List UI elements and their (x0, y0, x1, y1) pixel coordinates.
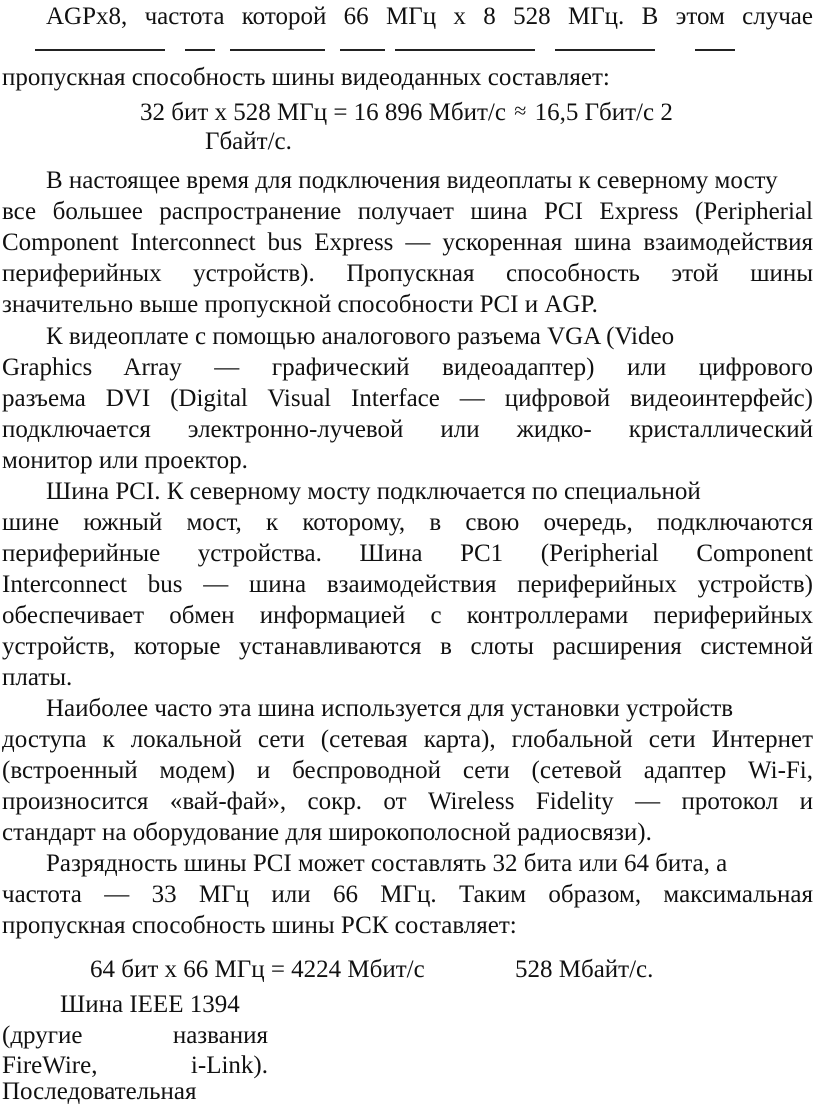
formula-right: 528 Мбайт/с. (515, 956, 654, 983)
text-line: подключается электронно-лучевой или жидко- кристаллический (2, 416, 813, 443)
text-line: (встроенный модем) и беспроводной сети (сетевой адаптер Wi-Fi, (2, 757, 813, 784)
scan-artifact-rule (35, 49, 735, 52)
text-line: Наиболее часто эта шина используется для установки устройств (46, 695, 734, 722)
text-line: пропускная способность шины РСК составляет: (2, 912, 517, 939)
text-line: стандарт на оборудование для широкополосной радиосвязи). (2, 819, 652, 846)
text-line: Graphics Array — графический видеоадаптер) или цифрового (2, 354, 813, 381)
approx-sign: ≈ (514, 98, 527, 123)
text-line: Component Interconnect bus Express — ускоренная шина взаимодействия (2, 229, 813, 256)
text-line: шине южный мост, к которому, в свою очередь, подключаются (2, 509, 813, 536)
formula-left: 32 бит x 528 МГц = 16 896 Мбит/с (140, 99, 506, 126)
text-line: Последовательная (2, 1078, 197, 1105)
text-line: платы. (2, 664, 73, 691)
text-line: значительно выше пропускной способности PCI и AGP. (2, 291, 598, 318)
text-line: периферийных устройств). Пропускная способность этой шины (2, 260, 813, 287)
text-line: Шина IEEE 1394 (60, 991, 240, 1018)
text-line: AGPx8, частота которой 66 МГц x 8 528 МГц. В этом случае (46, 3, 813, 30)
formula-right: 16,5 Гбит/с 2 (534, 99, 673, 126)
text-line: (другие названия (2, 1022, 268, 1049)
text-line: Гбайт/с. (205, 128, 292, 155)
text-line: произносится «вай-фай», сокр. от Wireless Fidelity — протокол и (2, 788, 813, 815)
formula-left: 64 бит x 66 МГц = 4224 Мбит/с (90, 956, 425, 983)
text-line: частота — 33 МГц или 66 МГц. Таким образом, максимальная (2, 881, 813, 908)
text-line: пропускная способность шины видеоданных составляет: (2, 64, 610, 91)
formula-line (140, 96, 673, 128)
text-line: все большее распространение получает шина PCI Express (Peripherial (2, 198, 813, 225)
text-line: разъема DVI (Digital Visual Interface — цифровой видеоинтерфейс) (2, 385, 813, 412)
text-line: монитор или проектор. (2, 447, 248, 474)
text-line: Разрядность шины PCI может составлять 32 бита или 64 бита, а (46, 850, 728, 877)
text-line: устройств, которые устанавливаются в слоты расширения системной (2, 633, 813, 660)
text-line: FireWire, i-Link). (2, 1052, 268, 1079)
text-line: доступа к локальной сети (сетевая карта), глобальной сети Интернет (2, 726, 813, 753)
text-line: периферийные устройства. Шина PC1 (Peripherial Component (2, 540, 813, 567)
text-line: В настоящее время для подключения видеоплаты к северному мосту (46, 167, 778, 194)
text-line: Interconnect bus — шина взаимодействия периферийных устройств) (2, 571, 813, 598)
text-line: К видеоплате с помощью аналогового разъема VGA (Video (46, 323, 675, 350)
text-line: Шина PCI. К северному мосту подключается по специальной (46, 478, 701, 505)
text-line: обеспечивает обмен информацией с контроллерами периферийных (2, 602, 813, 629)
